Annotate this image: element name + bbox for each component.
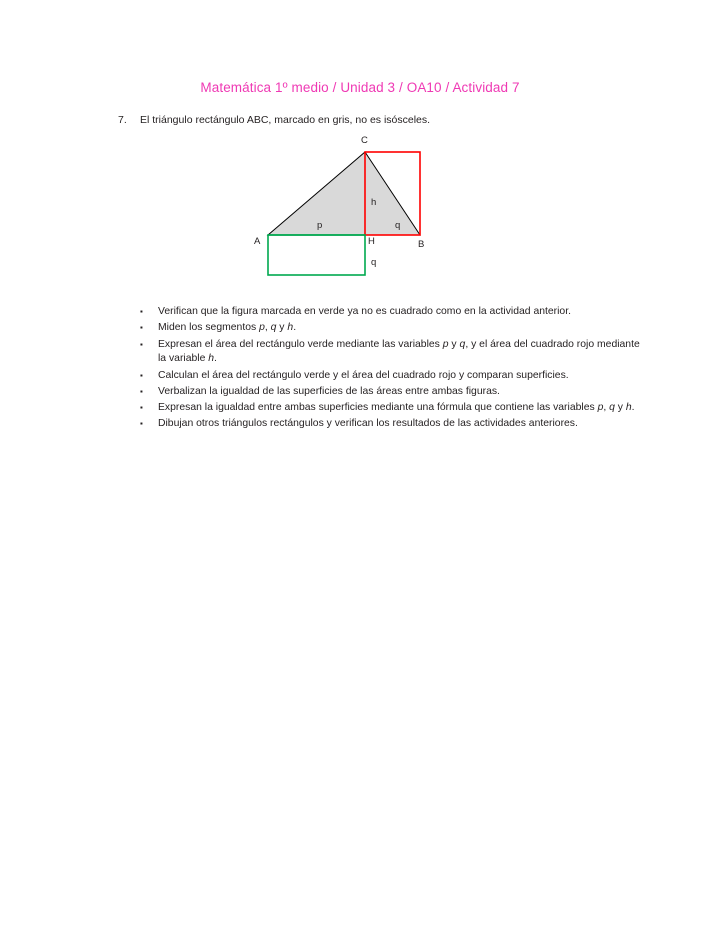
math-variable: p (259, 322, 265, 334)
geometry-figure (240, 135, 490, 300)
list-item (140, 305, 640, 320)
list-item-text: Calculan el área del rectángulo verde y el área del cuadrado rojo y comparan superficies. (158, 369, 569, 381)
bullet-marker-icon: ▪ (140, 419, 143, 429)
activity-bullet-list (140, 305, 640, 434)
label-foot-h: H (368, 236, 375, 247)
list-item (140, 417, 640, 432)
figure-svg (240, 135, 490, 300)
green-rectangle (268, 235, 365, 275)
math-variable: h (625, 402, 632, 414)
bullet-marker-icon: ▪ (140, 403, 143, 413)
list-item-text: Miden los segmentos p, q y h. (158, 322, 297, 334)
question-text: El triángulo rectángulo ABC, marcado en gris, no es isósceles. (140, 114, 431, 126)
label-vertex-b: B (418, 239, 425, 250)
list-item-text: Verbalizan la igualdad de las superficies de las áreas entre ambas figuras. (158, 385, 500, 397)
question-number: 7. (118, 114, 127, 126)
label-segment-p: p (317, 220, 323, 231)
bullet-marker-icon: ▪ (140, 339, 143, 349)
list-item (140, 401, 640, 416)
math-variable: h (208, 353, 215, 365)
math-variable: p (442, 338, 449, 350)
label-segment-q-right: q (395, 220, 401, 231)
list-item (140, 321, 640, 336)
list-item-text: Verifican que la figura marcada en verde ya no es cuadrado como en la actividad anterior. (158, 306, 571, 317)
math-variable: q (459, 338, 466, 350)
math-variable: q (270, 322, 277, 334)
label-vertex-c: C (361, 135, 368, 146)
bullet-marker-icon: ▪ (140, 386, 143, 396)
list-item-text: Expresan la igualdad entre ambas superficies mediante una fórmula que contiene las variables p, q y h. (158, 402, 635, 414)
label-segment-q-bottom: q (371, 257, 377, 268)
math-variable: h (287, 322, 294, 334)
bullet-marker-icon: ▪ (140, 323, 143, 333)
list-item (140, 338, 640, 368)
list-item (140, 385, 640, 400)
list-item-text: Expresan el área del rectángulo verde mediante las variables p y q, y el área del cuadrado rojo mediante la variable h. (158, 338, 640, 365)
math-variable: p (597, 402, 604, 414)
bullet-marker-icon: ▪ (140, 307, 143, 316)
list-item-text: Dibujan otros triángulos rectángulos y verifican los resultados de las actividades anteriores. (158, 418, 578, 430)
bullet-marker-icon: ▪ (140, 370, 143, 380)
question-block (118, 114, 678, 126)
label-vertex-a: A (254, 236, 261, 247)
label-height-h: h (371, 197, 377, 208)
page-title: Matemática 1º medio / Unidad 3 / OA10 / Actividad 7 (200, 80, 520, 95)
math-variable: q (609, 402, 615, 414)
list-item (140, 369, 640, 384)
